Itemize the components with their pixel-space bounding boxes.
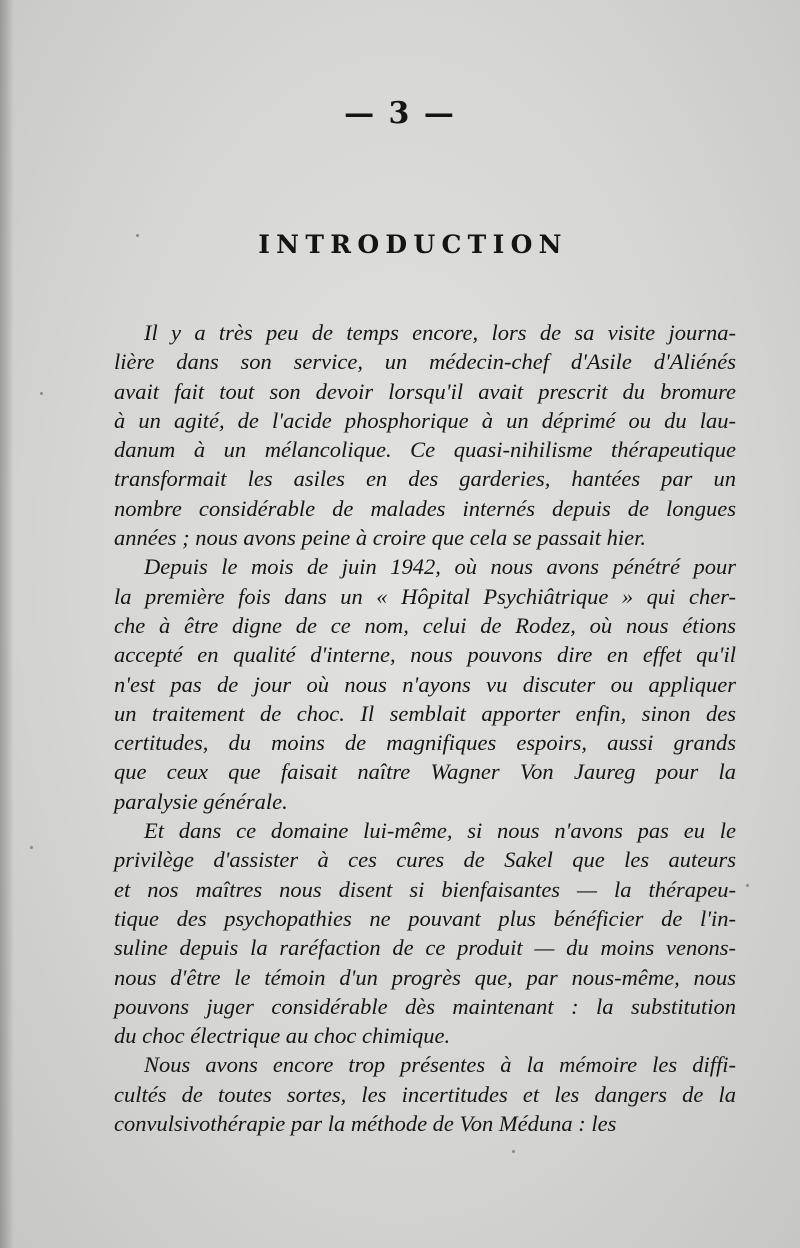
paragraph	[114, 318, 736, 552]
text-line: transformait les asiles en des garderies, hantées par un	[114, 466, 736, 492]
text-line: Et dans ce domaine lui-même, si nous n'avons pas eu le	[144, 818, 736, 844]
page-edge-shadow	[0, 0, 14, 1248]
text-line: danum à un mélancolique. Ce quasi-nihilisme thérapeutique	[114, 437, 736, 463]
text-line: n'est pas de jour où nous n'ayons vu discuter ou appliquer	[114, 671, 736, 697]
text-line: et nos maîtres nous disent si bienfaisantes — la thérapeu-	[114, 876, 736, 902]
text-line: à un agité, de l'acide phosphorique à un déprimé ou du lau-	[114, 407, 736, 433]
text-line: un traitement de choc. Il semblait apporter enfin, sinon des	[114, 700, 736, 726]
text-line: que ceux que faisait naître Wagner Von Jaureg pour la	[114, 759, 736, 785]
text-line: cultés de toutes sortes, les incertitudes et les dangers de la	[114, 1081, 736, 1107]
text-line: suline depuis la raréfaction de ce produit — du moins venons-	[114, 935, 736, 961]
text-line: la première fois dans un « Hôpital Psychiâtrique » qui cher-	[114, 583, 736, 609]
page-number: — 3 —	[344, 96, 456, 131]
text-line: Depuis le mois de juin 1942, où nous avons pénétré pour	[144, 554, 736, 580]
paragraph	[114, 1050, 736, 1138]
body-text	[114, 318, 736, 1138]
text-line: che à être digne de ce nom, celui de Rodez, où nous étions	[114, 612, 736, 638]
print-speck	[30, 846, 33, 849]
text-line: pouvons juger considérable dès maintenant : la substitution	[114, 993, 736, 1019]
print-speck	[746, 884, 749, 887]
paragraph	[114, 552, 736, 816]
text-line: tique des psychopathies ne pouvant plus bénéficier de l'in-	[114, 905, 736, 931]
section-title: INTRODUCTION	[258, 230, 568, 259]
print-speck	[40, 392, 43, 395]
print-speck	[512, 1150, 515, 1153]
text-line: nombre considérable de malades internés depuis de longues	[114, 495, 736, 521]
text-line: certitudes, du moins de magnifiques espoirs, aussi grands	[114, 730, 736, 756]
text-line: paralysie générale.	[114, 788, 288, 814]
text-line: Il y a très peu de temps encore, lors de sa visite journa-	[144, 320, 736, 345]
text-line: années ; nous avons peine à croire que cela se passait hier.	[114, 525, 646, 551]
paragraph	[114, 816, 736, 1050]
text-line: du choc électrique au choc chimique.	[114, 1023, 451, 1049]
text-line: nous d'être le témoin d'un progrès que, par nous-même, nous	[114, 964, 736, 990]
text-line: avait fait tout son devoir lorsqu'il avait prescrit du bromure	[114, 378, 736, 404]
text-line: convulsivothérapie par la méthode de Von Méduna : les	[114, 1111, 617, 1137]
text-line: accepté en qualité d'interne, nous pouvons dire en effet qu'il	[114, 642, 736, 668]
text-line: privilège d'assister à ces cures de Sakel que les auteurs	[114, 847, 736, 873]
text-line: Nous avons encore trop présentes à la mémoire les diffi-	[144, 1052, 736, 1078]
print-speck	[136, 234, 139, 237]
text-line: lière dans son service, un médecin-chef d'Asile d'Aliénés	[114, 349, 736, 375]
